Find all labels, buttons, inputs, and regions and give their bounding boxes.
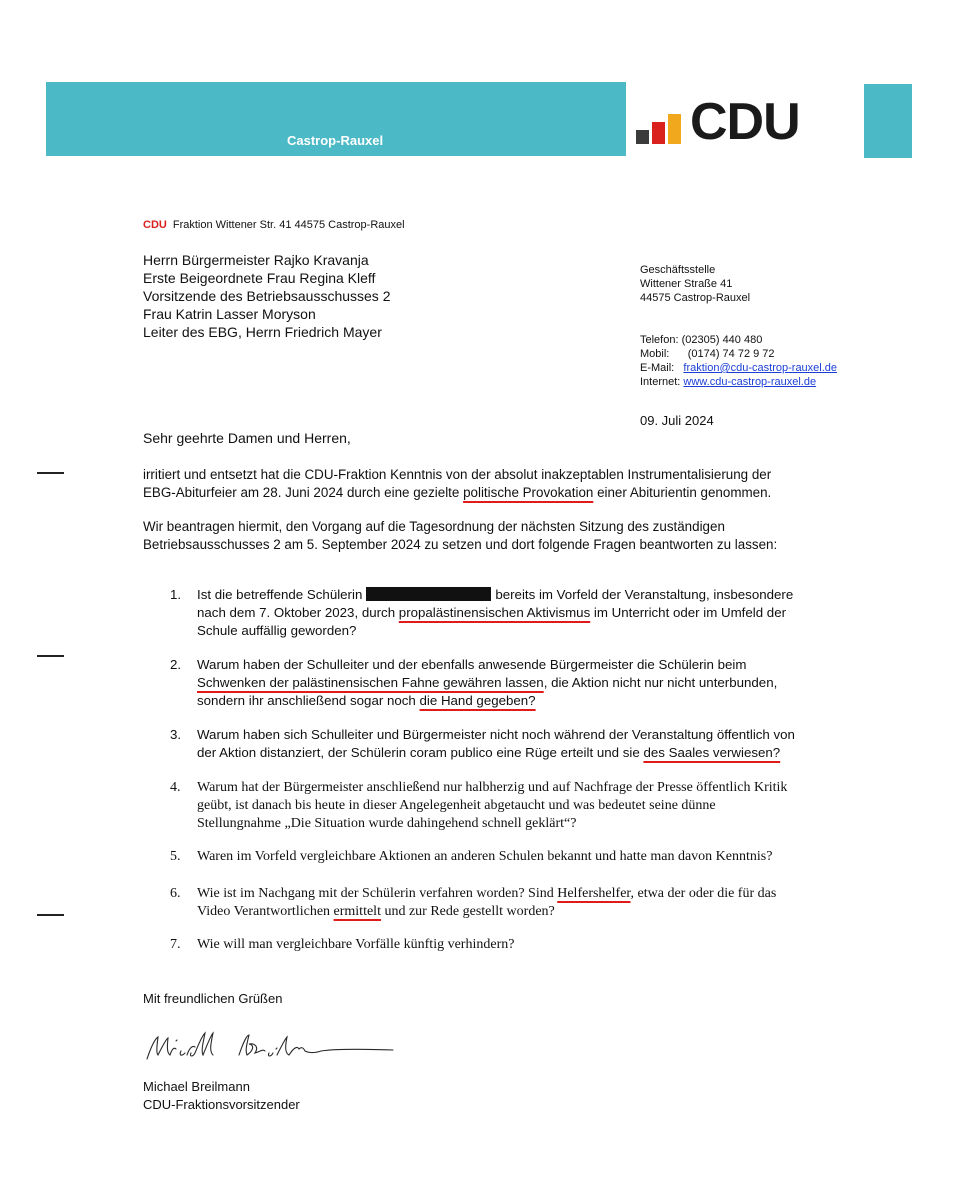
recipient-line: Vorsitzende des Betriebsausschusses 2 <box>143 288 391 304</box>
question-number: 2. <box>170 657 182 672</box>
question-number: 5. <box>170 849 181 864</box>
paragraph-line: Betriebsausschusses 2 am 5. September 2024 zu setzen und dort folgende Fragen beantworten zu lassen: <box>143 537 778 552</box>
question-number: 4. <box>170 780 181 795</box>
underlined-phrase: ermittelt <box>333 904 381 919</box>
paragraph-line: Wir beantragen hiermit, den Vorgang auf die Tagesordnung der nächsten Sitzung des zuständigen <box>143 519 725 534</box>
question-number: 6. <box>170 886 181 901</box>
email-label: E-Mail: <box>640 362 675 374</box>
question-number: 1. <box>170 587 182 602</box>
paragraph-line: irritiert und entsetzt hat die CDU-Fraktion Kenntnis von der absolut inakzeptablen Instrumentalisierung der <box>143 467 772 482</box>
paragraph-line: EBG-Abiturfeier am 28. Juni 2024 durch eine gezielte politische Provokation einer Abiturientin genommen. <box>143 485 772 500</box>
underlined-phrase: Helfershelfer <box>557 886 631 901</box>
underlined-phrase: politische Provokation <box>463 485 594 500</box>
signer-block <box>143 1078 300 1114</box>
underlined-phrase: propalästinensischen Aktivismus <box>398 605 591 620</box>
banner-city: Castrop-Rauxel <box>287 133 384 148</box>
handwritten-signature <box>143 1025 403 1070</box>
closing: Mit freundlichen Grüßen <box>143 991 283 1006</box>
margin-mark <box>37 472 64 474</box>
sender-address: Fraktion Wittener Str. 41 44575 Castrop-Rauxel <box>172 219 405 231</box>
underlined-phrase: die Hand gegeben? <box>419 693 536 708</box>
signer-role: CDU-Fraktionsvorsitzender <box>143 1097 300 1112</box>
sender-line <box>143 219 405 231</box>
phone-value: (02305) 440 480 <box>681 334 763 346</box>
underlined-phrase: des Saales verwiesen? <box>643 745 781 760</box>
question-number: 3. <box>170 727 182 742</box>
recipient-line: Herrn Bürgermeister Rajko Kravanja <box>143 252 369 268</box>
contact-block <box>640 333 837 389</box>
recipient-line: Leiter des EBG, Herrn Friedrich Mayer <box>143 324 382 340</box>
header-banner <box>46 82 626 156</box>
underlined-phrase: Schwenken der palästinensischen Fahne gewähren lassen <box>197 675 544 690</box>
header-side-block <box>864 84 912 158</box>
web-label: Internet: <box>640 376 681 388</box>
recipient-line: Erste Beigeordnete Frau Regina Kleff <box>143 270 376 286</box>
paragraph-1 <box>143 466 771 502</box>
email-link[interactable]: fraktion@cdu-castrop-rauxel.de <box>683 362 838 374</box>
question-number: 7. <box>170 937 181 952</box>
phone-label: Telefon: <box>640 334 679 346</box>
mobile-value: (0174) 74 72 9 72 <box>687 348 775 360</box>
cdu-logo <box>636 93 841 151</box>
logo-text: CDU <box>690 93 800 151</box>
recipients <box>143 251 390 341</box>
margin-mark <box>37 655 64 657</box>
signer-name: Michael Breilmann <box>143 1079 250 1094</box>
web-link[interactable]: www.cdu-castrop-rauxel.de <box>683 376 817 388</box>
office-line: Geschäftsstelle <box>640 264 716 276</box>
office-line: Wittener Straße 41 <box>640 278 733 290</box>
redaction-bar <box>366 587 491 601</box>
office-line: 44575 Castrop-Rauxel <box>640 292 751 304</box>
office-address <box>640 263 750 305</box>
letter-date: 09. Juli 2024 <box>640 413 714 428</box>
mobile-label: Mobil: <box>640 348 670 360</box>
sender-party: CDU <box>143 219 167 231</box>
paragraph-2 <box>143 518 777 554</box>
recipient-line: Frau Katrin Lasser Moryson <box>143 306 316 322</box>
margin-mark <box>37 914 64 916</box>
salutation: Sehr geehrte Damen und Herren, <box>143 430 351 446</box>
